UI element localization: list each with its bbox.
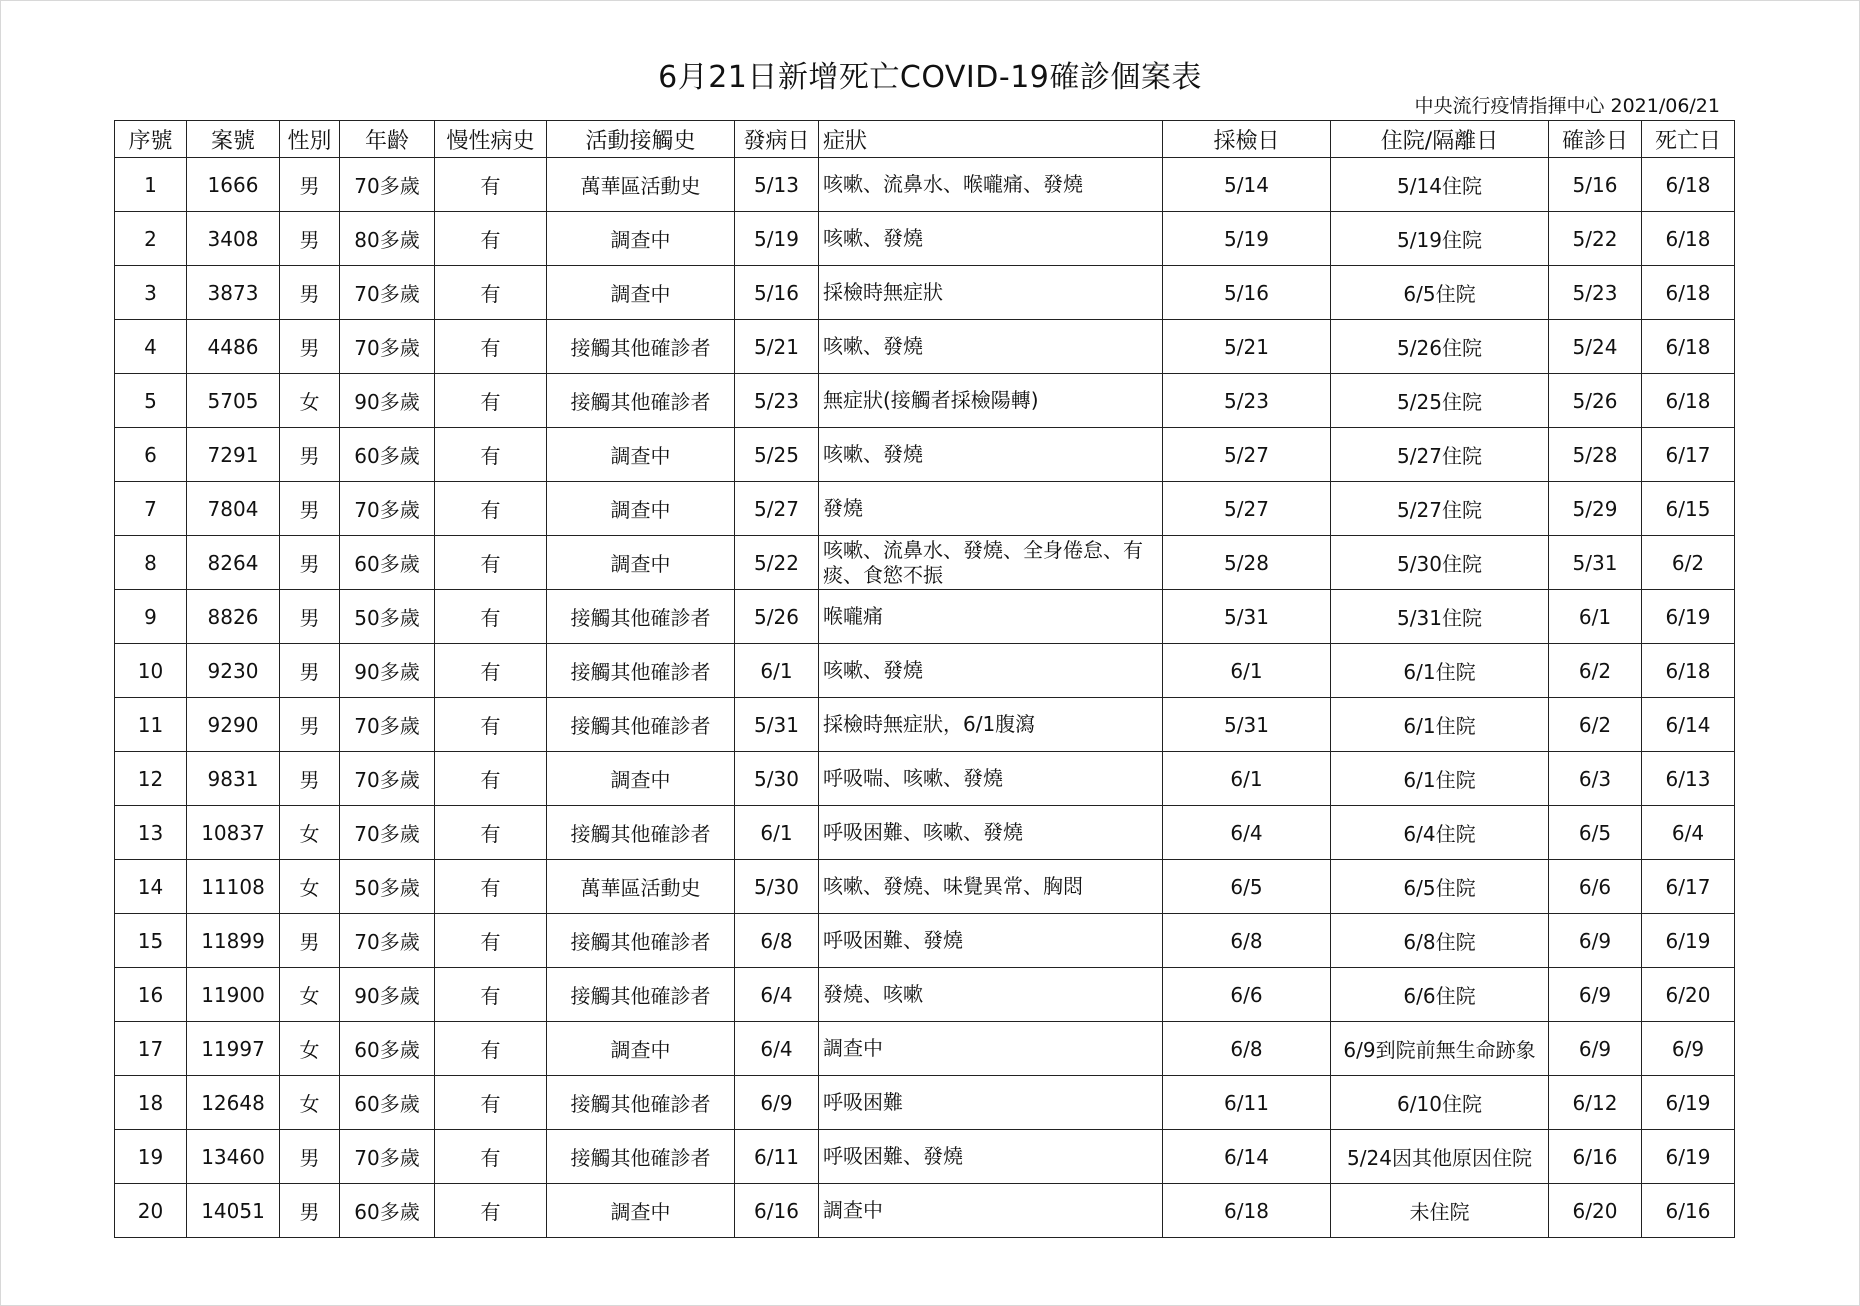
chronic-cell: 有 — [435, 1184, 547, 1238]
admission-cell: 6/6住院 — [1331, 968, 1549, 1022]
confirmed-cell: 6/3 — [1549, 752, 1642, 806]
age-cell: 60多歲 — [340, 1022, 435, 1076]
sex-cell: 男 — [280, 428, 340, 482]
confirmed-cell: 5/28 — [1549, 428, 1642, 482]
seq-cell: 1 — [115, 158, 187, 212]
table-body — [115, 158, 1735, 1238]
onset-cell: 5/25 — [735, 428, 819, 482]
table-row — [115, 482, 1735, 536]
header-death-date: 死亡日 — [1642, 121, 1735, 158]
test-date-cell: 6/1 — [1163, 752, 1331, 806]
death-date-cell: 6/17 — [1642, 428, 1735, 482]
header-onset-date: 發病日 — [735, 121, 819, 158]
symptoms-cell: 咳嗽、發燒 — [819, 428, 1163, 482]
confirmed-cell: 5/22 — [1549, 212, 1642, 266]
age-cell: 50多歲 — [340, 860, 435, 914]
header-symptoms: 症狀 — [819, 121, 1163, 158]
onset-cell: 6/11 — [735, 1130, 819, 1184]
symptoms-cell: 發燒 — [819, 482, 1163, 536]
admission-cell: 5/24因其他原因住院 — [1331, 1130, 1549, 1184]
table-row — [115, 1076, 1735, 1130]
case-no-cell: 13460 — [187, 1130, 280, 1184]
sex-cell: 男 — [280, 266, 340, 320]
chronic-cell: 有 — [435, 1076, 547, 1130]
symptoms-cell: 調查中 — [819, 1184, 1163, 1238]
admission-cell: 5/14住院 — [1331, 158, 1549, 212]
death-date-cell: 6/19 — [1642, 1076, 1735, 1130]
symptoms-cell: 呼吸困難 — [819, 1076, 1163, 1130]
death-date-cell: 6/15 — [1642, 482, 1735, 536]
chronic-cell: 有 — [435, 1130, 547, 1184]
confirmed-cell: 6/1 — [1549, 590, 1642, 644]
onset-cell: 6/1 — [735, 806, 819, 860]
sex-cell: 男 — [280, 320, 340, 374]
onset-cell: 6/9 — [735, 1076, 819, 1130]
chronic-cell: 有 — [435, 752, 547, 806]
sex-cell: 男 — [280, 212, 340, 266]
contact-cell: 調查中 — [547, 536, 735, 590]
onset-cell: 5/31 — [735, 698, 819, 752]
test-date-cell: 6/4 — [1163, 806, 1331, 860]
seq-cell: 4 — [115, 320, 187, 374]
onset-cell: 5/27 — [735, 482, 819, 536]
sex-cell: 男 — [280, 536, 340, 590]
case-no-cell: 3873 — [187, 266, 280, 320]
symptoms-cell: 發燒、咳嗽 — [819, 968, 1163, 1022]
chronic-cell: 有 — [435, 482, 547, 536]
death-date-cell: 6/14 — [1642, 698, 1735, 752]
seq-cell: 3 — [115, 266, 187, 320]
table-row — [115, 860, 1735, 914]
sex-cell: 女 — [280, 1076, 340, 1130]
sex-cell: 男 — [280, 752, 340, 806]
table-row — [115, 320, 1735, 374]
onset-cell: 5/22 — [735, 536, 819, 590]
test-date-cell: 6/8 — [1163, 914, 1331, 968]
admission-cell: 6/10住院 — [1331, 1076, 1549, 1130]
symptoms-cell: 咳嗽、發燒、味覺異常、胸悶 — [819, 860, 1163, 914]
sex-cell: 女 — [280, 1022, 340, 1076]
age-cell: 70多歲 — [340, 266, 435, 320]
header-sex: 性別 — [280, 121, 340, 158]
onset-cell: 5/26 — [735, 590, 819, 644]
death-date-cell: 6/18 — [1642, 158, 1735, 212]
admission-cell: 6/1住院 — [1331, 752, 1549, 806]
onset-cell: 5/19 — [735, 212, 819, 266]
death-date-cell: 6/4 — [1642, 806, 1735, 860]
confirmed-cell: 6/6 — [1549, 860, 1642, 914]
age-cell: 90多歲 — [340, 374, 435, 428]
age-cell: 70多歲 — [340, 752, 435, 806]
test-date-cell: 5/31 — [1163, 698, 1331, 752]
symptoms-cell: 無症狀(接觸者採檢陽轉) — [819, 374, 1163, 428]
seq-cell: 11 — [115, 698, 187, 752]
death-date-cell: 6/18 — [1642, 212, 1735, 266]
age-cell: 60多歲 — [340, 1184, 435, 1238]
death-date-cell: 6/19 — [1642, 1130, 1735, 1184]
test-date-cell: 5/16 — [1163, 266, 1331, 320]
age-cell: 60多歲 — [340, 428, 435, 482]
test-date-cell: 5/14 — [1163, 158, 1331, 212]
case-no-cell: 11108 — [187, 860, 280, 914]
admission-cell: 6/4住院 — [1331, 806, 1549, 860]
symptoms-cell: 呼吸喘、咳嗽、發燒 — [819, 752, 1163, 806]
contact-cell: 接觸其他確診者 — [547, 320, 735, 374]
death-date-cell: 6/18 — [1642, 644, 1735, 698]
seq-cell: 7 — [115, 482, 187, 536]
admission-cell: 6/1住院 — [1331, 644, 1549, 698]
admission-cell: 5/30住院 — [1331, 536, 1549, 590]
header-confirmed-date: 確診日 — [1549, 121, 1642, 158]
sex-cell: 男 — [280, 158, 340, 212]
sex-cell: 男 — [280, 914, 340, 968]
sex-cell: 男 — [280, 1184, 340, 1238]
death-date-cell: 6/2 — [1642, 536, 1735, 590]
test-date-cell: 5/31 — [1163, 590, 1331, 644]
sex-cell: 女 — [280, 374, 340, 428]
case-no-cell: 4486 — [187, 320, 280, 374]
contact-cell: 調查中 — [547, 428, 735, 482]
test-date-cell: 6/18 — [1163, 1184, 1331, 1238]
age-cell: 60多歲 — [340, 536, 435, 590]
confirmed-cell: 6/12 — [1549, 1076, 1642, 1130]
table-row — [115, 428, 1735, 482]
onset-cell: 6/8 — [735, 914, 819, 968]
contact-cell: 接觸其他確診者 — [547, 1130, 735, 1184]
seq-cell: 14 — [115, 860, 187, 914]
test-date-cell: 6/6 — [1163, 968, 1331, 1022]
seq-cell: 6 — [115, 428, 187, 482]
test-date-cell: 6/14 — [1163, 1130, 1331, 1184]
case-no-cell: 11900 — [187, 968, 280, 1022]
contact-cell: 接觸其他確診者 — [547, 968, 735, 1022]
age-cell: 70多歲 — [340, 806, 435, 860]
confirmed-cell: 6/16 — [1549, 1130, 1642, 1184]
case-no-cell: 9230 — [187, 644, 280, 698]
header-test-date: 採檢日 — [1163, 121, 1331, 158]
seq-cell: 15 — [115, 914, 187, 968]
chronic-cell: 有 — [435, 968, 547, 1022]
seq-cell: 13 — [115, 806, 187, 860]
age-cell: 60多歲 — [340, 1076, 435, 1130]
table-row — [115, 752, 1735, 806]
admission-cell: 5/25住院 — [1331, 374, 1549, 428]
seq-cell: 12 — [115, 752, 187, 806]
table-row — [115, 968, 1735, 1022]
case-no-cell: 1666 — [187, 158, 280, 212]
onset-cell: 5/13 — [735, 158, 819, 212]
contact-cell: 調查中 — [547, 212, 735, 266]
case-no-cell: 9290 — [187, 698, 280, 752]
confirmed-cell: 6/9 — [1549, 914, 1642, 968]
test-date-cell: 5/27 — [1163, 428, 1331, 482]
chronic-cell: 有 — [435, 428, 547, 482]
header-seq: 序號 — [115, 121, 187, 158]
table-row — [115, 374, 1735, 428]
symptoms-cell: 咳嗽、流鼻水、發燒、全身倦怠、有痰、食慾不振 — [819, 536, 1163, 590]
onset-cell: 5/23 — [735, 374, 819, 428]
death-date-cell: 6/9 — [1642, 1022, 1735, 1076]
seq-cell: 9 — [115, 590, 187, 644]
age-cell: 70多歲 — [340, 698, 435, 752]
onset-cell: 5/21 — [735, 320, 819, 374]
symptoms-cell: 呼吸困難、咳嗽、發燒 — [819, 806, 1163, 860]
contact-cell: 調查中 — [547, 1184, 735, 1238]
document-title: 6月21日新增死亡COVID-19確診個案表 — [658, 60, 1202, 95]
death-date-cell: 6/16 — [1642, 1184, 1735, 1238]
admission-cell: 6/9到院前無生命跡象 — [1331, 1022, 1549, 1076]
contact-cell: 接觸其他確診者 — [547, 590, 735, 644]
symptoms-cell: 調查中 — [819, 1022, 1163, 1076]
chronic-cell: 有 — [435, 320, 547, 374]
seq-cell: 8 — [115, 536, 187, 590]
symptoms-cell: 咳嗽、發燒 — [819, 320, 1163, 374]
test-date-cell: 6/1 — [1163, 644, 1331, 698]
onset-cell: 6/1 — [735, 644, 819, 698]
test-date-cell: 5/27 — [1163, 482, 1331, 536]
sex-cell: 男 — [280, 1130, 340, 1184]
symptoms-cell: 呼吸困難、發燒 — [819, 1130, 1163, 1184]
symptoms-cell: 採檢時無症狀 — [819, 266, 1163, 320]
test-date-cell: 5/28 — [1163, 536, 1331, 590]
admission-cell: 6/5住院 — [1331, 266, 1549, 320]
admission-cell: 5/27住院 — [1331, 482, 1549, 536]
confirmed-cell: 6/20 — [1549, 1184, 1642, 1238]
death-date-cell: 6/18 — [1642, 374, 1735, 428]
confirmed-cell: 5/29 — [1549, 482, 1642, 536]
test-date-cell: 6/11 — [1163, 1076, 1331, 1130]
death-cases-table — [114, 120, 1735, 1238]
contact-cell: 調查中 — [547, 266, 735, 320]
death-date-cell: 6/19 — [1642, 590, 1735, 644]
onset-cell: 5/16 — [735, 266, 819, 320]
table-row — [115, 914, 1735, 968]
header-contact-history: 活動接觸史 — [547, 121, 735, 158]
confirmed-cell: 5/24 — [1549, 320, 1642, 374]
case-no-cell: 3408 — [187, 212, 280, 266]
sex-cell: 男 — [280, 590, 340, 644]
chronic-cell: 有 — [435, 860, 547, 914]
table-row — [115, 644, 1735, 698]
death-date-cell: 6/17 — [1642, 860, 1735, 914]
contact-cell: 調查中 — [547, 752, 735, 806]
chronic-cell: 有 — [435, 1022, 547, 1076]
chronic-cell: 有 — [435, 158, 547, 212]
contact-cell: 接觸其他確診者 — [547, 914, 735, 968]
sex-cell: 女 — [280, 860, 340, 914]
case-no-cell: 10837 — [187, 806, 280, 860]
test-date-cell: 6/5 — [1163, 860, 1331, 914]
contact-cell: 萬華區活動史 — [547, 158, 735, 212]
admission-cell: 6/1住院 — [1331, 698, 1549, 752]
admission-cell: 5/19住院 — [1331, 212, 1549, 266]
age-cell: 90多歲 — [340, 968, 435, 1022]
table-row — [115, 266, 1735, 320]
age-cell: 50多歲 — [340, 590, 435, 644]
symptoms-cell: 喉嚨痛 — [819, 590, 1163, 644]
case-no-cell: 7291 — [187, 428, 280, 482]
sex-cell: 女 — [280, 806, 340, 860]
seq-cell: 16 — [115, 968, 187, 1022]
case-no-cell: 8826 — [187, 590, 280, 644]
case-no-cell: 8264 — [187, 536, 280, 590]
admission-cell: 6/8住院 — [1331, 914, 1549, 968]
age-cell: 70多歲 — [340, 1130, 435, 1184]
contact-cell: 接觸其他確診者 — [547, 1076, 735, 1130]
symptoms-cell: 咳嗽、流鼻水、喉嚨痛、發燒 — [819, 158, 1163, 212]
sex-cell: 女 — [280, 968, 340, 1022]
admission-cell: 未住院 — [1331, 1184, 1549, 1238]
admission-cell: 5/26住院 — [1331, 320, 1549, 374]
table-row — [115, 1130, 1735, 1184]
onset-cell: 6/4 — [735, 1022, 819, 1076]
death-date-cell: 6/20 — [1642, 968, 1735, 1022]
case-no-cell: 11899 — [187, 914, 280, 968]
confirmed-cell: 6/2 — [1549, 644, 1642, 698]
age-cell: 70多歲 — [340, 482, 435, 536]
test-date-cell: 5/19 — [1163, 212, 1331, 266]
test-date-cell: 5/21 — [1163, 320, 1331, 374]
onset-cell: 5/30 — [735, 860, 819, 914]
case-no-cell: 14051 — [187, 1184, 280, 1238]
symptoms-cell: 咳嗽、發燒 — [819, 644, 1163, 698]
contact-cell: 接觸其他確診者 — [547, 698, 735, 752]
test-date-cell: 5/23 — [1163, 374, 1331, 428]
case-no-cell: 11997 — [187, 1022, 280, 1076]
confirmed-cell: 6/9 — [1549, 1022, 1642, 1076]
table-row — [115, 536, 1735, 590]
chronic-cell: 有 — [435, 914, 547, 968]
table-row — [115, 590, 1735, 644]
case-no-cell: 7804 — [187, 482, 280, 536]
symptoms-cell: 呼吸困難、發燒 — [819, 914, 1163, 968]
confirmed-cell: 6/2 — [1549, 698, 1642, 752]
chronic-cell: 有 — [435, 806, 547, 860]
chronic-cell: 有 — [435, 266, 547, 320]
chronic-cell: 有 — [435, 698, 547, 752]
seq-cell: 17 — [115, 1022, 187, 1076]
case-no-cell: 5705 — [187, 374, 280, 428]
table-row — [115, 212, 1735, 266]
contact-cell: 萬華區活動史 — [547, 860, 735, 914]
admission-cell: 6/5住院 — [1331, 860, 1549, 914]
chronic-cell: 有 — [435, 644, 547, 698]
chronic-cell: 有 — [435, 536, 547, 590]
symptoms-cell: 採檢時無症狀，6/1腹瀉 — [819, 698, 1163, 752]
header-chronic-history: 慢性病史 — [435, 121, 547, 158]
confirmed-cell: 5/23 — [1549, 266, 1642, 320]
admission-cell: 5/31住院 — [1331, 590, 1549, 644]
table-row — [115, 698, 1735, 752]
contact-cell: 調查中 — [547, 1022, 735, 1076]
seq-cell: 2 — [115, 212, 187, 266]
death-date-cell: 6/18 — [1642, 320, 1735, 374]
death-date-cell: 6/13 — [1642, 752, 1735, 806]
confirmed-cell: 5/16 — [1549, 158, 1642, 212]
sex-cell: 男 — [280, 482, 340, 536]
sex-cell: 男 — [280, 698, 340, 752]
confirmed-cell: 6/9 — [1549, 968, 1642, 1022]
age-cell: 70多歲 — [340, 158, 435, 212]
chronic-cell: 有 — [435, 590, 547, 644]
onset-cell: 6/4 — [735, 968, 819, 1022]
confirmed-cell: 5/31 — [1549, 536, 1642, 590]
contact-cell: 接觸其他確診者 — [547, 806, 735, 860]
test-date-cell: 6/8 — [1163, 1022, 1331, 1076]
contact-cell: 調查中 — [547, 482, 735, 536]
death-date-cell: 6/19 — [1642, 914, 1735, 968]
seq-cell: 10 — [115, 644, 187, 698]
age-cell: 90多歲 — [340, 644, 435, 698]
symptoms-cell: 咳嗽、發燒 — [819, 212, 1163, 266]
confirmed-cell: 5/26 — [1549, 374, 1642, 428]
sex-cell: 男 — [280, 644, 340, 698]
age-cell: 70多歲 — [340, 320, 435, 374]
header-admission-date: 住院/隔離日 — [1331, 121, 1549, 158]
table-row — [115, 158, 1735, 212]
seq-cell: 18 — [115, 1076, 187, 1130]
seq-cell: 20 — [115, 1184, 187, 1238]
confirmed-cell: 6/5 — [1549, 806, 1642, 860]
table-row — [115, 1184, 1735, 1238]
table-row — [115, 806, 1735, 860]
header-case-no: 案號 — [187, 121, 280, 158]
chronic-cell: 有 — [435, 212, 547, 266]
chronic-cell: 有 — [435, 374, 547, 428]
onset-cell: 5/30 — [735, 752, 819, 806]
age-cell: 70多歲 — [340, 914, 435, 968]
death-date-cell: 6/18 — [1642, 266, 1735, 320]
age-cell: 80多歲 — [340, 212, 435, 266]
issuer-and-date: 中央流行疫情指揮中心 2021/06/21 — [1414, 95, 1720, 117]
header-age: 年齡 — [340, 121, 435, 158]
admission-cell: 5/27住院 — [1331, 428, 1549, 482]
case-no-cell: 9831 — [187, 752, 280, 806]
contact-cell: 接觸其他確診者 — [547, 374, 735, 428]
seq-cell: 5 — [115, 374, 187, 428]
table-row — [115, 1022, 1735, 1076]
seq-cell: 19 — [115, 1130, 187, 1184]
table-header-row — [115, 121, 1735, 158]
case-no-cell: 12648 — [187, 1076, 280, 1130]
contact-cell: 接觸其他確診者 — [547, 644, 735, 698]
onset-cell: 6/16 — [735, 1184, 819, 1238]
